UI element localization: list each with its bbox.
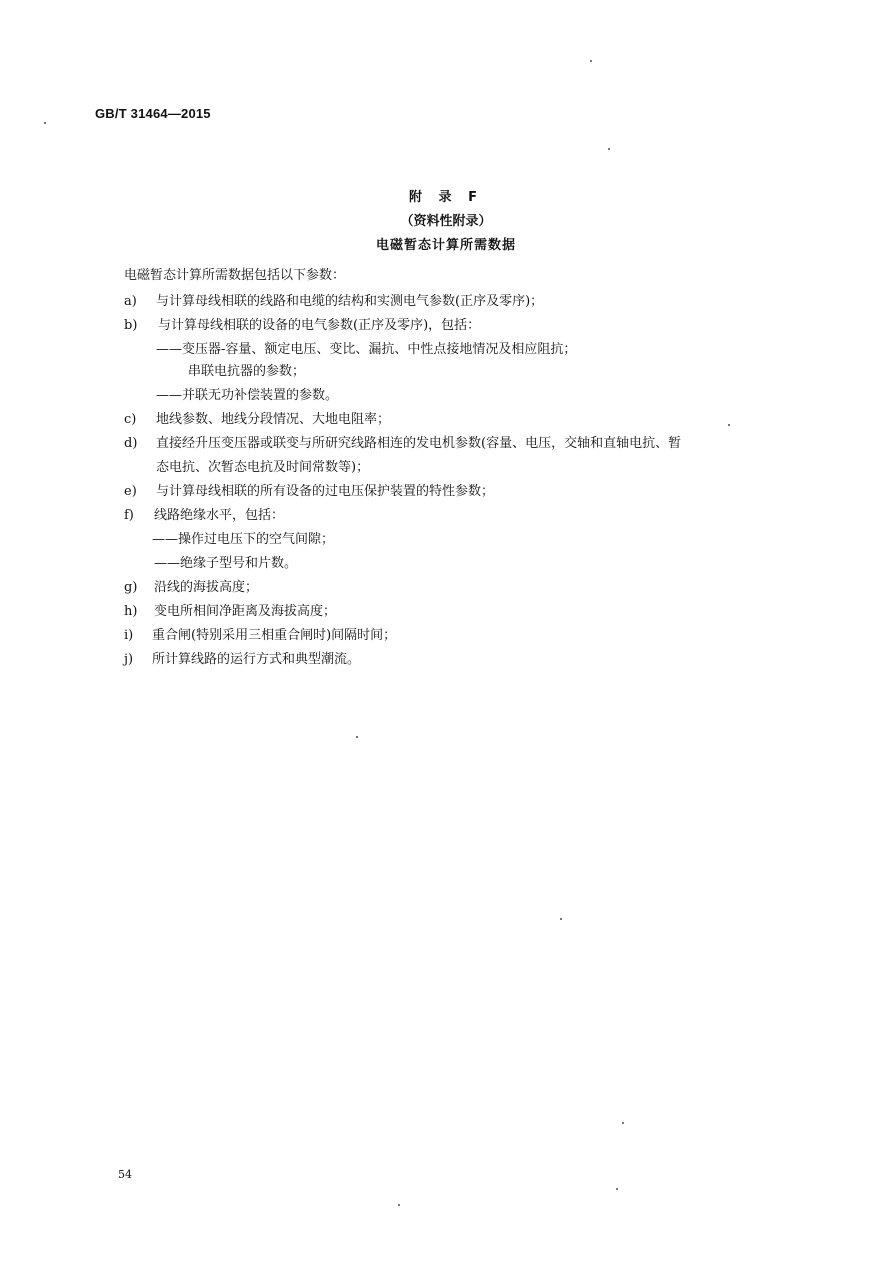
- scan-speck: [398, 1204, 400, 1206]
- item-text: 与计算母线相联的设备的电气参数(正序及零序)，包括：: [158, 318, 481, 333]
- item-label: c): [124, 412, 137, 427]
- scan-speck: [728, 424, 730, 426]
- scan-speck: [608, 148, 610, 150]
- item-label: j): [124, 652, 134, 667]
- sub-item: ——绝缘子型号和片数。: [154, 556, 298, 571]
- standard-code: GB/T 31464—2015: [95, 106, 211, 121]
- item-text: 与计算母线相联的所有设备的过电压保护装置的特性参数；: [156, 484, 495, 499]
- item-label: d): [124, 436, 138, 451]
- appendix-type: （资料性附录）: [400, 214, 492, 229]
- appendix-title: 附 录 F: [409, 190, 483, 205]
- scan-speck: [44, 122, 46, 124]
- sub-item: ——操作过电压下的空气间隙；: [152, 532, 335, 547]
- item-text: 线路绝缘水平，包括：: [154, 508, 285, 523]
- scan-speck: [622, 1122, 624, 1124]
- item-text: 直接经升压变压器或联变与所研究线路相连的发电机参数(容量、电压，交轴和直轴电抗、暂: [156, 436, 682, 451]
- item-label: b): [124, 318, 138, 333]
- item-text: 与计算母线相联的线路和电缆的结构和实测电气参数(正序及零序)；: [156, 294, 544, 309]
- item-label: i): [124, 628, 134, 643]
- item-text: 所计算线路的运行方式和典型潮流。: [152, 652, 361, 667]
- item-label: a): [124, 294, 137, 309]
- scan-speck: [560, 918, 562, 920]
- appendix-heading: 电磁暂态计算所需数据: [375, 238, 516, 253]
- item-label: h): [124, 604, 138, 619]
- item-label: e): [124, 484, 137, 499]
- scan-speck: [590, 60, 592, 62]
- item-text: 重合闸(特别采用三相重合闸时)间隔时间；: [152, 628, 397, 643]
- intro-text: 电磁暂态计算所需数据包括以下参数：: [124, 268, 346, 283]
- scan-speck: [616, 1188, 618, 1190]
- item-label: f): [124, 508, 134, 523]
- item-text: 变电所相间净距离及海拔高度；: [154, 604, 337, 619]
- item-label: g): [124, 580, 138, 595]
- item-text: 地线参数、地线分段情况、大地电阻率；: [156, 412, 391, 427]
- sub-item: ——并联无功补偿装置的参数。: [156, 388, 339, 403]
- sub-item: 串联电抗器的参数；: [188, 364, 306, 379]
- item-text-continued: 态电抗、次暂态电抗及时间常数等)；: [156, 460, 370, 475]
- scan-speck: [356, 736, 358, 738]
- page-number: 54: [118, 1168, 132, 1181]
- item-text: 沿线的海拔高度；: [154, 580, 259, 595]
- sub-item: ——变压器-容量、额定电压、变比、漏抗、中性点接地情况及相应阻抗；: [156, 342, 577, 357]
